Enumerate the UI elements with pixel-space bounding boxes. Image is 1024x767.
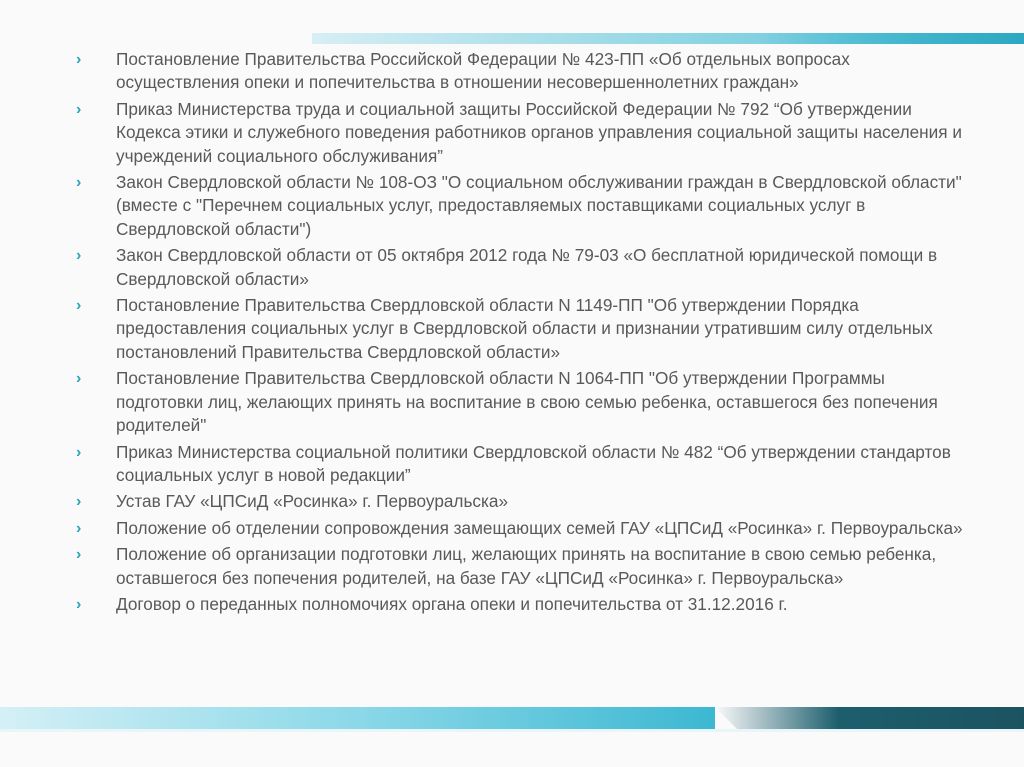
- list-item: [70, 48, 970, 95]
- chevron-right-icon: ›: [76, 100, 82, 118]
- list-item-text: Закон Свердловской области от 05 октября 2012 года № 79-03 «О бесплатной юридической помощи в Свердловской области»: [116, 245, 938, 289]
- list-item-text: Договор о переданных полномочиях органа опеки и попечительства от 31.12.2016 г.: [116, 593, 788, 614]
- chevron-right-icon: ›: [76, 297, 82, 315]
- chevron-right-icon: ›: [76, 247, 82, 265]
- chevron-right-icon: ›: [76, 370, 82, 388]
- list-item-text: Устав ГАУ «ЦПСиД «Росинка» г. Первоуральска»: [116, 491, 509, 512]
- list-item: [70, 367, 970, 437]
- list-item: [70, 441, 970, 488]
- chevron-right-icon: ›: [76, 443, 82, 461]
- list-item-text: Постановление Правительства Российской Федерации № 423-ПП «Об отдельных вопросах осуществления опеки и попечительства в отношении несовершеннолетних граждан»: [116, 49, 850, 93]
- top-decorative-band-accent: [760, 33, 1024, 44]
- list-item: [70, 171, 970, 241]
- list-item-text: Положение об отделении сопровождения замещающих семей ГАУ «ЦПСиД «Росинка» г. Первоуральска»: [116, 517, 963, 538]
- chevron-right-icon: ›: [76, 519, 82, 537]
- chevron-right-icon: ›: [76, 493, 82, 511]
- bottom-decorative-band: [0, 707, 715, 729]
- list-item-text: Закон Свердловской области № 108-ОЗ "О социальном обслуживании граждан в Свердловской области" (вместе с "Перечнем социальных услуг, предоставляемых поставщиками социальных услуг в Свердловской области"): [116, 172, 962, 239]
- list-item: [70, 294, 970, 364]
- chevron-right-icon: ›: [76, 51, 82, 68]
- chevron-right-icon: ›: [76, 595, 82, 613]
- bottom-decorative-band-accent: [715, 707, 1024, 729]
- chevron-right-icon: ›: [76, 546, 82, 564]
- list-item-text: Приказ Министерства труда и социальной защиты Российской Федерации № 792 “Об утверждении Кодекса этики и служебного поведения работников органов управления социальной защиты населения и учреждений социального обслуживания”: [116, 98, 962, 166]
- list-item-text: Постановление Правительства Свердловской области N 1149-ПП "Об утверждении Порядка предоставления социальных услуг в Свердловской области и признании утратившим силу отдельных постановлений Правительства Свердловской области»: [116, 295, 933, 362]
- list-item: [70, 244, 970, 291]
- list-item-text: Положение об организации подготовки лиц, желающих принять на воспитание в свою семью ребенка, оставшегося без попечения родителей, на базе ГАУ «ЦПСиД «Росинка» г. Первоуральска»: [116, 544, 937, 588]
- list-item: [70, 543, 970, 590]
- list-item: [70, 593, 970, 616]
- list-item: [70, 98, 970, 168]
- list-item: [70, 490, 970, 513]
- list-item-text: Постановление Правительства Свердловской области N 1064-ПП "Об утверждении Программы подготовки лиц, желающих принять на воспитание в свою семью ребенка, оставшегося без попечения родителей": [116, 368, 938, 436]
- list-item-text: Приказ Министерства социальной политики Свердловской области № 482 “Об утверждении стандартов социальных услуг в новой редакции”: [116, 441, 951, 485]
- document-list: [70, 48, 970, 619]
- list-item: [70, 517, 970, 540]
- bottom-divider: [0, 729, 1024, 732]
- chevron-right-icon: ›: [76, 174, 82, 192]
